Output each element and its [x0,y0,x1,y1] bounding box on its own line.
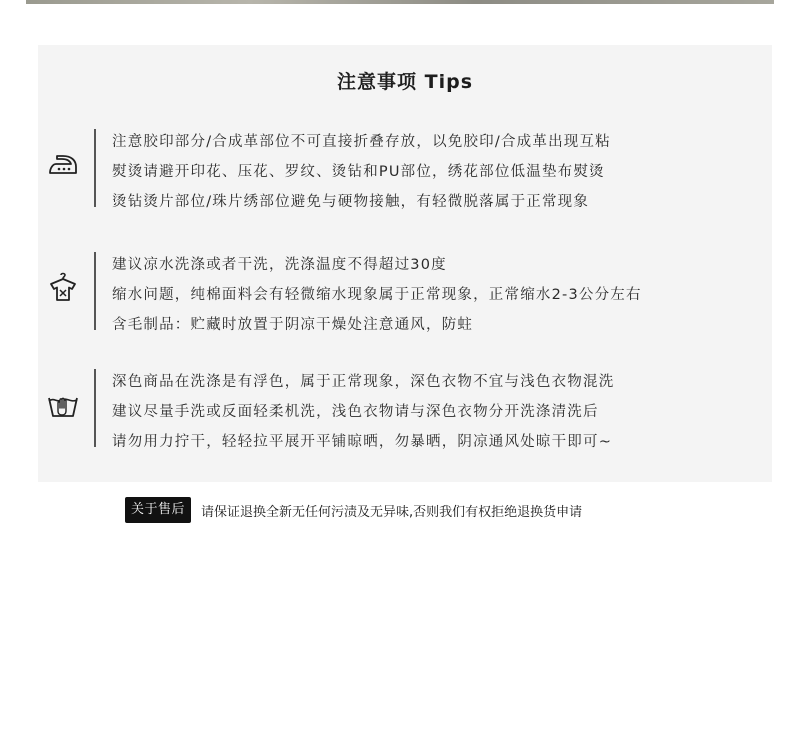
after-sales-policy: 请保证退换全新无任何污渍及无异味,否则我们有权拒绝退换货申请 [201,504,583,520]
tips-title: 注意事项 Tips [337,71,473,93]
tip-line: 缩水问题，纯棉面料会有轻微缩水现象属于正常现象，正常缩水2-3公分左右 [112,287,642,303]
tip-line: 深色商品在洗涤是有浮色，属于正常现象，深色衣物不宜与浅色衣物混洗 [112,374,615,390]
section-divider [94,369,96,447]
tip-line: 烫钻烫片部位/珠片绣部位避免与硬物接触，有轻微脱落属于正常现象 [112,194,590,210]
tip-line: 建议凉水洗涤或者干洗，洗涤温度不得超过30度 [112,257,447,273]
tips-section-ironing [38,127,772,217]
after-sales-badge: 关于售后 [125,497,191,523]
after-sales-note [125,497,582,523]
tip-line: 请勿用力拧干，轻轻拉平展开平铺晾晒，勿暴晒，阴凉通风处晾干即可~ [112,434,613,450]
tips-panel [38,45,772,482]
tip-line: 建议尽量手洗或反面轻柔机洗，浅色衣物请与深色衣物分开洗涤清洗后 [112,404,599,420]
tips-section-handwash [38,367,772,457]
tip-line: 含毛制品：贮藏时放置于阴凉干燥处注意通风，防蛀 [112,317,474,333]
section-divider [94,252,96,330]
top-image-edge [26,0,774,4]
shirt-hanger-icon [46,270,80,304]
section-divider [94,129,96,207]
hand-wash-icon [46,387,80,421]
iron-icon [46,147,80,181]
tips-section-washing [38,250,772,340]
tip-line: 熨烫请避开印花、压花、罗纹、烫钻和PU部位，绣花部位低温垫布熨烫 [112,164,605,180]
tip-line: 注意胶印部分/合成革部位不可直接折叠存放，以免胶印/合成革出现互粘 [112,134,611,150]
